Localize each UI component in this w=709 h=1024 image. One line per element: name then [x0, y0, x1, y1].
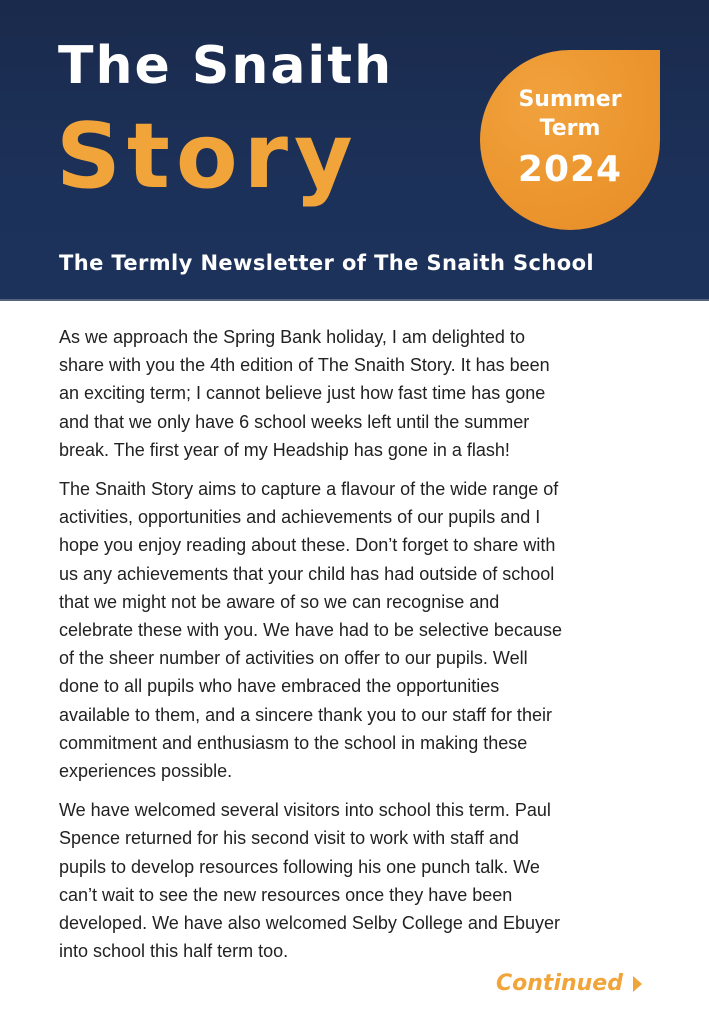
- text-line: that we might not be aware of so we can recognise and: [59, 591, 500, 612]
- text-line: can’t wait to see the new resources once they have been: [59, 884, 513, 905]
- triangle-right-icon: [633, 976, 642, 992]
- text-line: commitment and enthusiasm to the school in making these: [59, 732, 528, 753]
- text-line: into school this half term too.: [59, 941, 289, 962]
- term-badge: [480, 50, 660, 230]
- text-line: We have welcomed several visitors into school this term. Paul: [59, 800, 551, 821]
- text-line: celebrate these with you. We have had to be selective because: [59, 620, 562, 641]
- newsletter-subtitle: The Termly Newsletter of The Snaith School: [59, 251, 595, 275]
- badge-season: Summer: [518, 86, 622, 112]
- intro-paragraph: [59, 323, 659, 464]
- text-line: an exciting term; I cannot believe just how fast time has gone: [59, 383, 546, 404]
- text-line: us any achievements that your child has had outside of school: [59, 563, 555, 584]
- text-line: share with you the 4th edition of The Snaith Story. It has been: [59, 355, 550, 376]
- aims-paragraph: [59, 475, 659, 785]
- text-line: As we approach the Spring Bank holiday, I am delighted to: [59, 327, 525, 347]
- masthead: [0, 0, 709, 301]
- text-line: done to all pupils who have embraced the opportunities: [59, 676, 500, 697]
- text-line: pupils to develop resources following his one punch talk. We: [59, 856, 540, 877]
- continued-label: Continued: [496, 971, 623, 996]
- badge-year: 2024: [517, 148, 623, 190]
- text-line: break. The first year of my Headship has gone in a flash!: [59, 439, 510, 460]
- text-line: Spence returned for his second visit to work with staff and: [59, 828, 519, 849]
- title-the-snaith: The Snaith: [58, 36, 394, 96]
- badge-term: Term: [539, 115, 601, 141]
- text-line: The Snaith Story aims to capture a flavour of the wide range of: [59, 479, 559, 500]
- title-story: Story: [56, 104, 359, 209]
- text-line: available to them, and a sincere thank you to our staff for their: [59, 704, 552, 725]
- text-line: hope you enjoy reading about these. Don’t forget to share with: [59, 535, 556, 556]
- text-line: of the sheer number of activities on offer to our pupils. Well: [59, 648, 528, 669]
- text-line: and that we only have 6 school weeks left until the summer: [59, 411, 530, 432]
- text-line: experiences possible.: [59, 761, 233, 782]
- visitors-paragraph: [59, 796, 659, 965]
- newsletter-body: [59, 323, 659, 976]
- continued-link[interactable]: [496, 973, 642, 995]
- text-line: developed. We have also welcomed Selby College and Ebuyer: [59, 913, 560, 934]
- text-line: activities, opportunities and achievements of our pupils and I: [59, 507, 541, 528]
